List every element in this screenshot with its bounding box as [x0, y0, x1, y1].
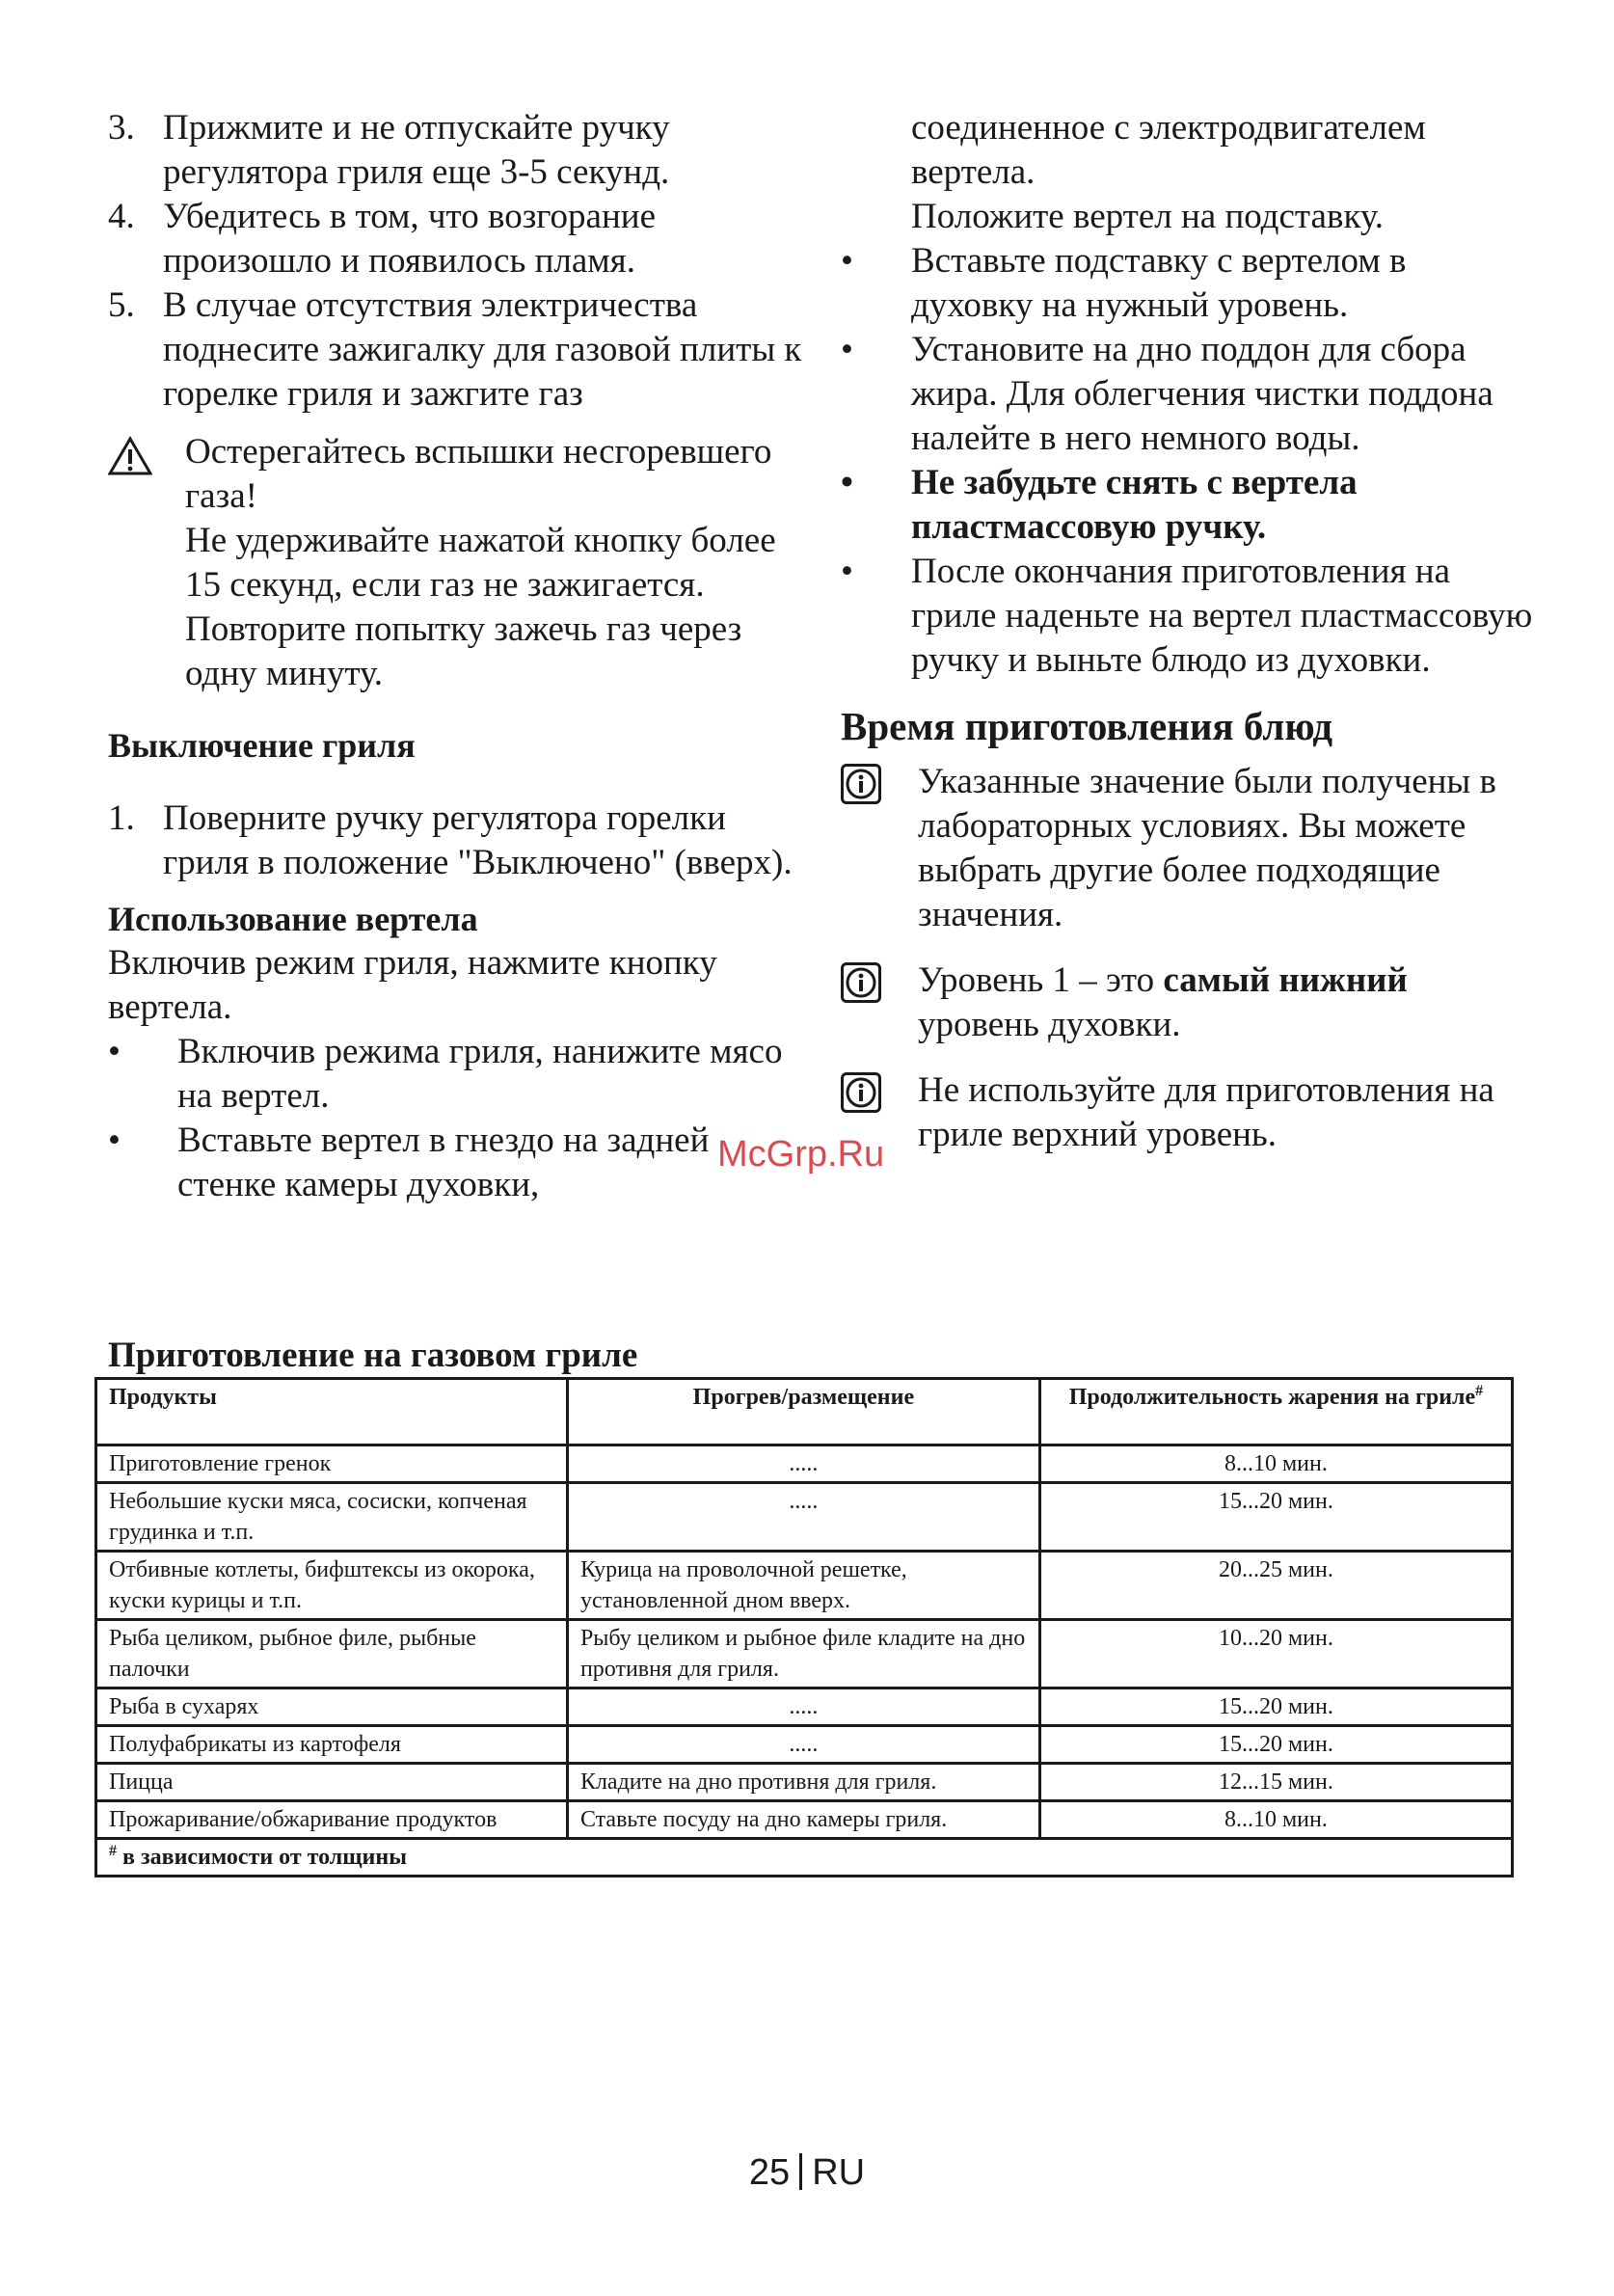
spit-stand-note: Положите вертел на подставку. — [911, 197, 1384, 236]
column-header-placement: Прогрев/размещение — [567, 1379, 1039, 1445]
column-header-duration: Продолжительность жарения на гриле# — [1039, 1379, 1512, 1445]
warning-line-3: Повторите попытку зажечь газ через одну минуту. — [185, 609, 742, 693]
table-row: Рыба целиком, рыбное филе, рыбные палочки Рыбу целиком и рыбное филе кладите на дно противня для гриля. 10...20 мин. — [96, 1620, 1513, 1688]
table-header-row — [96, 1379, 1513, 1445]
page-number: 25 — [748, 2152, 791, 2193]
info-icon — [841, 1072, 881, 1113]
table-row: Небольшие куски мяса, сосиски, копченая грудинка и т.п. ..... 15...20 мин. — [96, 1483, 1513, 1552]
warning-line-2: Не удерживайте нажатой кнопку более 15 секунд, если газ не зажигается. — [185, 521, 776, 605]
info-note-3: Не используйте для приготовления на гриле верхний уровень. — [841, 1068, 1535, 1157]
table-row: Приготовление гренок ..... 8...10 мин. — [96, 1445, 1513, 1483]
grill-off-step-1: 1. Поверните ручку регулятора горелки гриля в положение "Выключено" (вверх). — [108, 798, 793, 882]
grill-table-title: Приготовление на газовом гриле — [108, 1336, 638, 1375]
step-3: 3. Прижмите и не отпускайте ручку регулятора гриля еще 3-5 секунд. — [108, 108, 670, 192]
page-footer — [0, 2152, 1614, 2194]
right-bullet-2: • Установите на дно поддон для сбора жира. Для облегчения чистки поддона налейте в него немного воды. — [841, 330, 1493, 458]
right-column — [841, 106, 1535, 1157]
spit-continuation: соединенное с электродвигателем вертела. — [911, 108, 1426, 192]
warning-triangle-icon — [108, 436, 152, 476]
language-code: RU — [812, 2152, 866, 2193]
cooking-time-heading: Время приготовления блюд — [841, 704, 1333, 748]
step-4: 4. Убедитесь в том, что возгорание произошло и появилось пламя. — [108, 197, 657, 281]
warning-line-1: Остерегайтесь вспышки несгоревшего газа! — [185, 432, 772, 516]
spit-intro: Включив режим гриля, нажмите кнопку вертела. — [108, 943, 717, 1027]
watermark: McGrp.Ru — [717, 1134, 885, 1175]
info-icon — [841, 962, 881, 1003]
table-row: Рыба в сухарях ..... 15...20 мин. — [96, 1688, 1513, 1726]
spit-bullet-2: • Вставьте вертел в гнездо на задней стенке камеры духовки, — [108, 1121, 710, 1204]
grill-off-heading: Выключение гриля — [108, 726, 416, 765]
right-bullet-last: • После окончания приготовления на гриле наденьте на вертел пластмассовую ручку и выньте блюдо из духовки. — [841, 552, 1533, 680]
warning-note — [108, 430, 802, 696]
table-row: Отбивные котлеты, бифштексы из окорока, куски курицы и т.п. Курица на проволочной решетке, установленной дном вверх. 20...25 мин. — [96, 1552, 1513, 1620]
step-5: 5. В случае отсутствия электричества поднесите зажигалку для газовой плиты к горелке гриля и зажгите газ — [108, 285, 802, 414]
footer-divider — [799, 2153, 802, 2190]
table-footnote-row: # в зависимости от толщины — [96, 1839, 1513, 1877]
table-row: Прожаривание/обжаривание продуктов Ставьте посуду на дно камеры гриля. 8...10 мин. — [96, 1801, 1513, 1839]
spit-bullet-1: • Включив режима гриля, нанижите мясо на вертел. — [108, 1032, 783, 1116]
table-row: Пицца Кладите на дно противня для гриля. 12...15 мин. — [96, 1764, 1513, 1801]
left-column — [108, 106, 802, 1207]
table-row: Полуфабрикаты из картофеля ..... 15...20 мин. — [96, 1726, 1513, 1764]
spit-heading: Использование вертела — [108, 900, 478, 938]
info-note-1: Указанные значение были получены в лабораторных условиях. Вы можете выбрать другие более подходящие значения. — [841, 760, 1535, 937]
info-icon — [841, 764, 881, 804]
gas-grill-table — [94, 1377, 1514, 1877]
right-bullet-bold: • Не забудьте снять с вертела пластмассовую ручку. — [841, 463, 1358, 547]
column-header-products: Продукты — [96, 1379, 568, 1445]
info-note-2: Уровень 1 – это самый нижний уровень духовки. — [841, 959, 1535, 1047]
right-bullet-1: • Вставьте подставку с вертелом в духовку на нужный уровень. — [841, 241, 1407, 325]
